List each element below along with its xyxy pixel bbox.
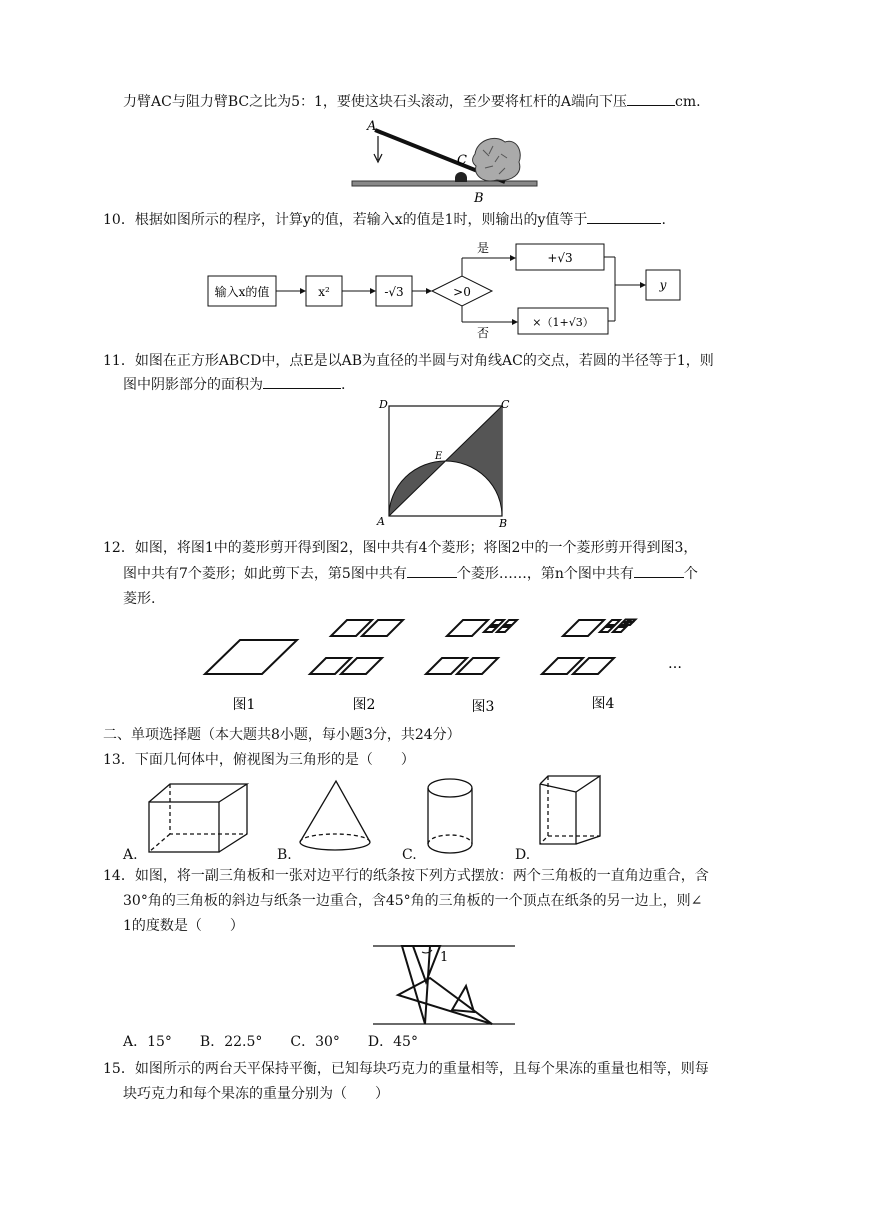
fig-label-3: 图3 xyxy=(471,699,495,715)
q11-answer-blank[interactable] xyxy=(263,374,341,389)
flow-input-text: 输入x的值 xyxy=(214,285,270,299)
q12-line2 xyxy=(123,562,698,586)
q11-text-b: . xyxy=(341,377,346,393)
fig3-rhombus-5 xyxy=(497,627,510,632)
angle-1-label: 1 xyxy=(440,950,449,965)
fig-label-2: 图2 xyxy=(352,697,376,713)
shaded-right xyxy=(446,406,503,516)
cone-sides xyxy=(300,781,370,842)
q15-line1: 15．如图所示的两台天平保持平衡，已知每块巧克力的重量相等，且每个果冻的重量也相等，则每 xyxy=(103,1061,709,1077)
fig4-rhombus-6 xyxy=(607,620,620,625)
cylinder-base-back xyxy=(428,835,472,844)
flow-arrowhead-out xyxy=(640,282,646,288)
prism-edges xyxy=(540,776,600,844)
fig3-rhombus-7 xyxy=(504,620,517,625)
section2-heading: 二、单项选择题（本大题共8小题，每小题3分，共24分） xyxy=(103,727,461,743)
q10-text xyxy=(103,208,666,232)
lever-ground xyxy=(352,181,537,186)
fig-label-4: 图4 xyxy=(591,696,615,712)
flow-plus-text: +√3 xyxy=(547,251,573,265)
triangle-strip-figure xyxy=(370,940,520,1030)
q12-text-a: 图中共有7个菱形；如此剪下去，第5图中共有 xyxy=(123,566,407,582)
q10-text-b: . xyxy=(661,212,666,228)
q13-stem: 13．下面几何体中，俯视图为三角形的是（ ） xyxy=(103,752,415,768)
label-c: C xyxy=(457,153,467,168)
cylinder-top xyxy=(428,779,472,797)
cone-base-front xyxy=(300,842,370,850)
q9-text xyxy=(123,90,701,114)
flow-times-text: ×（1+√3） xyxy=(532,316,594,329)
label-a: A xyxy=(377,515,385,528)
q12-line3: 菱形. xyxy=(123,591,156,607)
cuboid-edges xyxy=(149,784,247,852)
flow-yes-arrowhead xyxy=(510,255,516,261)
flow-decision-text: >0 xyxy=(453,285,471,299)
lever-figure xyxy=(345,116,545,206)
q12-answer-blank-1[interactable] xyxy=(407,563,457,578)
flow-arrowhead-2 xyxy=(370,288,376,294)
triangle-45deg xyxy=(398,978,492,1024)
q13-option-d[interactable]: D. xyxy=(515,847,531,863)
q9-text-a: 力臂AC与阻力臂BC之比为5：1，要使这块石头滚动，至少要将杠杆的A端向下压 xyxy=(123,94,628,110)
cuboid-front xyxy=(149,802,219,852)
q15-line2: 块巧克力和每个果冻的重量分别为（ ） xyxy=(123,1086,389,1102)
q11-line2 xyxy=(123,373,345,397)
fig2-rhombus-4 xyxy=(362,620,403,636)
flow-yes-label: 是 xyxy=(477,241,490,255)
cone-base-back xyxy=(300,834,370,842)
rhombus-figures xyxy=(200,612,700,717)
q14-line1: 14．如图，将一副三角板和一张对边平行的纸条按下列方式摆放：两个三角板的一直角边重合，含 xyxy=(103,868,709,884)
fig4-rhombus-10 xyxy=(629,620,636,623)
fig1-rhombus xyxy=(205,640,297,674)
fig2-rhombus-3 xyxy=(331,620,372,636)
q12-line1: 12．如图，将图1中的菱形剪开得到图2，图中共有4个菱形；将图2中的一个菱形剪开得到图3， xyxy=(103,540,698,556)
q9-answer-blank[interactable] xyxy=(627,91,675,106)
fig3-rhombus-3 xyxy=(447,620,488,636)
fig3-rhombus-6 xyxy=(491,620,504,625)
fig3-rhombus-2 xyxy=(457,658,498,674)
square-figure xyxy=(372,396,522,531)
q14-line3: 1的度数是（ ） xyxy=(123,918,244,934)
fig4-rhombus-2 xyxy=(573,658,614,674)
q12-answer-blank-2[interactable] xyxy=(634,563,684,578)
flowchart xyxy=(205,238,685,338)
flow-no-label: 否 xyxy=(477,326,490,340)
label-c: C xyxy=(501,398,510,411)
fig4-rhombus-1 xyxy=(542,658,583,674)
solids-figure xyxy=(140,772,640,862)
q13-option-a[interactable]: A. xyxy=(123,847,138,863)
flow-minus-text: -√3 xyxy=(384,285,404,299)
flow-no-arrowhead xyxy=(512,319,518,325)
flow-output-text: y xyxy=(659,278,667,292)
q9-text-b: cm. xyxy=(675,94,701,110)
label-b: B xyxy=(499,517,508,530)
flow-square-text: x² xyxy=(318,285,330,299)
q12-text-c: 个 xyxy=(683,566,698,582)
label-b: B xyxy=(474,191,484,206)
fig4-rhombus-3 xyxy=(563,620,604,636)
q10-text-a: 10．根据如图所示的程序，计算y的值，若输入x的值是1时，则输出的y值等于 xyxy=(103,212,588,228)
q12-text-b: 个菱形……，第n个图中共有 xyxy=(456,566,634,582)
q11-text-a: 图中阴影部分的面积为 xyxy=(123,377,263,393)
label-d: D xyxy=(379,398,388,411)
q13-option-b[interactable]: B. xyxy=(277,847,292,863)
fig4-rhombus-4 xyxy=(600,627,613,632)
fig3-rhombus-4 xyxy=(484,627,497,632)
label-a: A xyxy=(367,119,377,134)
fig3-rhombus-1 xyxy=(426,658,467,674)
fulcrum xyxy=(455,172,467,182)
fig2-rhombus-1 xyxy=(310,658,351,674)
fig4-rhombus-5 xyxy=(613,627,626,632)
q11-line1: 11．如图在正方形ABCD中，点E是以AB为直径的半圆与对角线AC的交点，若圆的半径等于1，则 xyxy=(103,353,714,369)
q14-options[interactable]: A．15° B．22.5° C．30° D．45° xyxy=(123,1034,418,1050)
label-e: E xyxy=(435,451,443,462)
q14-line2: 30°角的三角板的斜边与纸条一边重合，含45°角的三角板的一个顶点在纸条的另一边上，则∠ xyxy=(123,893,703,909)
fig-label-1: 图1 xyxy=(232,697,256,713)
fig2-rhombus-2 xyxy=(341,658,382,674)
figs-ellipsis: … xyxy=(668,656,682,672)
q10-answer-blank[interactable] xyxy=(587,209,661,224)
cylinder-base-front xyxy=(428,844,472,853)
q13-option-c[interactable]: C. xyxy=(402,847,417,863)
triangle-30deg-inner xyxy=(413,946,440,982)
flow-arrowhead-1 xyxy=(300,288,306,294)
